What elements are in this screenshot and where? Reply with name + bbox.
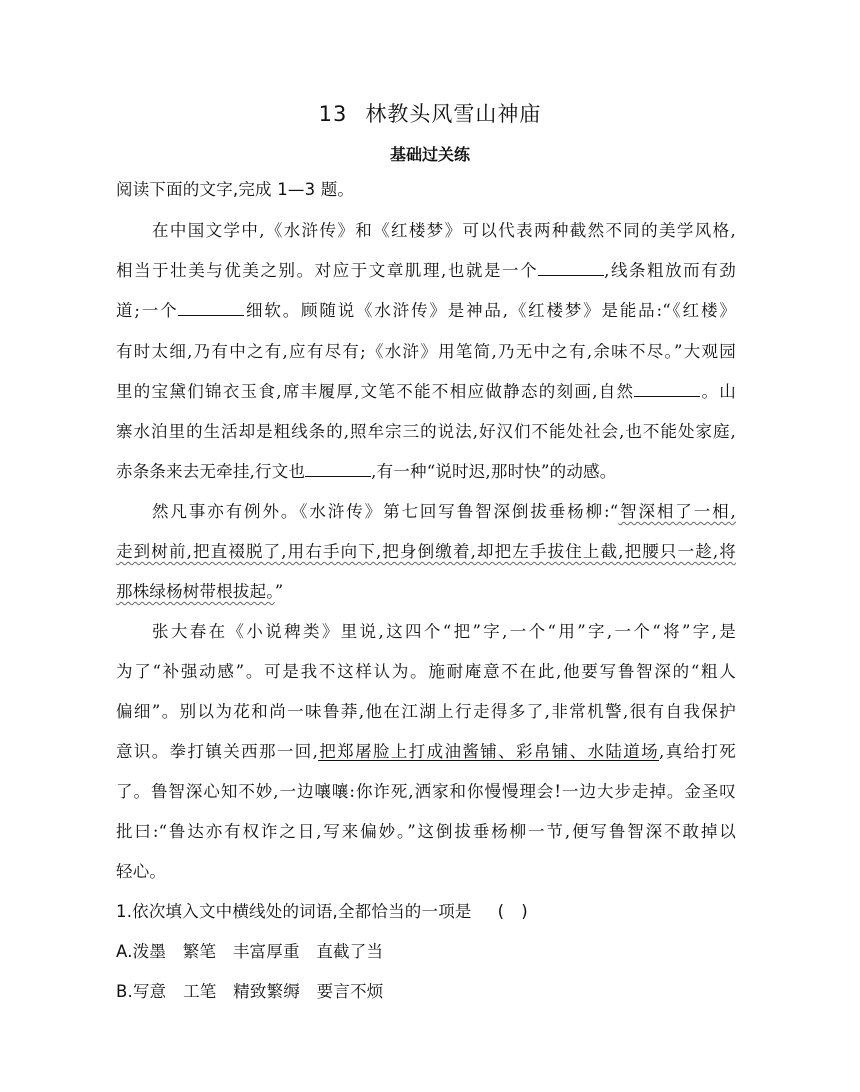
passage-text: 赤条条来去无牵挂,行文也 (116, 462, 306, 481)
passage-line: 批曰:“鲁达亦有权诈之日,写来偏妙。”这倒拔垂杨柳一节,便写鲁智深不敢掉以 (116, 822, 736, 841)
question-stem (116, 902, 736, 922)
passage-line (116, 301, 736, 321)
passage-text: 相当于壮美与优美之别。对应于文章肌理,也就是一个 (116, 261, 539, 280)
blank-4 (305, 462, 371, 477)
section-heading: 基础过关练 (389, 145, 470, 164)
passage-text: 。山 (700, 382, 736, 401)
passage-text: 意识。拳打镇关西那一回, (116, 742, 319, 761)
passage-line (116, 261, 736, 281)
passage-line (116, 742, 736, 762)
lesson-title (0, 98, 860, 128)
passage-text: ,线条粗放而有劲 (604, 261, 736, 280)
underlined-phrase: 把郑屠脸上打成油酱铺、彩帛铺、水陆道场 (318, 742, 660, 761)
passage-text: ,真给打死 (659, 742, 736, 761)
question-text: 1.依次填入文中横线处的词语,全都恰当的一项是 (116, 902, 472, 921)
passage-text: ” (274, 582, 284, 601)
passage-line: 寨水泊里的生活却是粗线条的,照牟宗三的说法,好汉们不能处社会,也不能处家庭, (116, 422, 736, 441)
passage-line (116, 502, 736, 522)
passage-line (116, 582, 736, 602)
passage-text: 里的宝黛们锦衣玉食,席丰履厚,文笔不能不相应做静态的刻画,自然 (116, 382, 635, 401)
passage-line (116, 382, 736, 402)
passage-line: 了。鲁智深心知不妙,一边嚷嚷:你诈死,洒家和你慢慢理会!一边大步走掉。金圣叹 (116, 782, 736, 801)
passage-line: 为了“补强动感”。可是我不这样认为。施耐庵意不在此,他要写鲁智深的“粗人 (116, 662, 736, 681)
passage-line: 轻心。 (116, 862, 167, 881)
passage-text: 道;一个 (116, 301, 179, 320)
wavy-underlined-quote: 那株绿杨树带根拔起。 (116, 582, 275, 601)
passage-line: 偏细”。别以为花和尚一味鲁莽,他在江湖上行走得多了,非常机警,很有自我保护 (116, 702, 736, 721)
wavy-underlined-quote: 智深相了一相, (618, 502, 736, 521)
wavy-underlined-quote: 走到树前,把直裰脱了,用右手向下,把身倒缴着,却把左手拔住上截,把腰只一趁,将 (116, 542, 736, 561)
passage-text: 细软。顾随说《水浒传》是神品,《红楼梦》是能品:“《红楼》 (244, 301, 736, 320)
blank-2 (178, 301, 244, 316)
option-b: B.写意 工笔 精致繁缛 要言不烦 (116, 982, 384, 1001)
passage-line: 有时太细,乃有中之有,应有尽有;《水浒》用笔简,乃无中之有,余味不尽。”大观园 (116, 342, 736, 361)
option-a: A.泼墨 繁笔 丰富厚重 直截了当 (116, 942, 384, 961)
passage-line: 张大春在《小说稗类》里说,这四个“把”字,一个“用”字,一个“将”字,是 (152, 622, 736, 641)
blank-3 (634, 382, 700, 397)
blank-1 (538, 261, 604, 276)
passage-line (116, 462, 736, 482)
passage-line (116, 542, 736, 562)
passage-text: 然凡事亦有例外。《水浒传》第七回写鲁智深倒拔垂杨柳:“ (152, 502, 619, 521)
instruction: 阅读下面的文字,完成 1—3 题。 (116, 180, 355, 199)
passage-text: ,有一种“说时迟,那时快”的动感。 (371, 462, 617, 481)
passage-line: 在中国文学中,《水浒传》和《红楼梦》可以代表两种截然不同的美学风格, (152, 221, 736, 240)
lesson-title-text: 林教头风雪山神庙 (365, 102, 542, 126)
answer-bracket: ( ) (497, 902, 534, 921)
lesson-number: 13 (318, 102, 348, 126)
